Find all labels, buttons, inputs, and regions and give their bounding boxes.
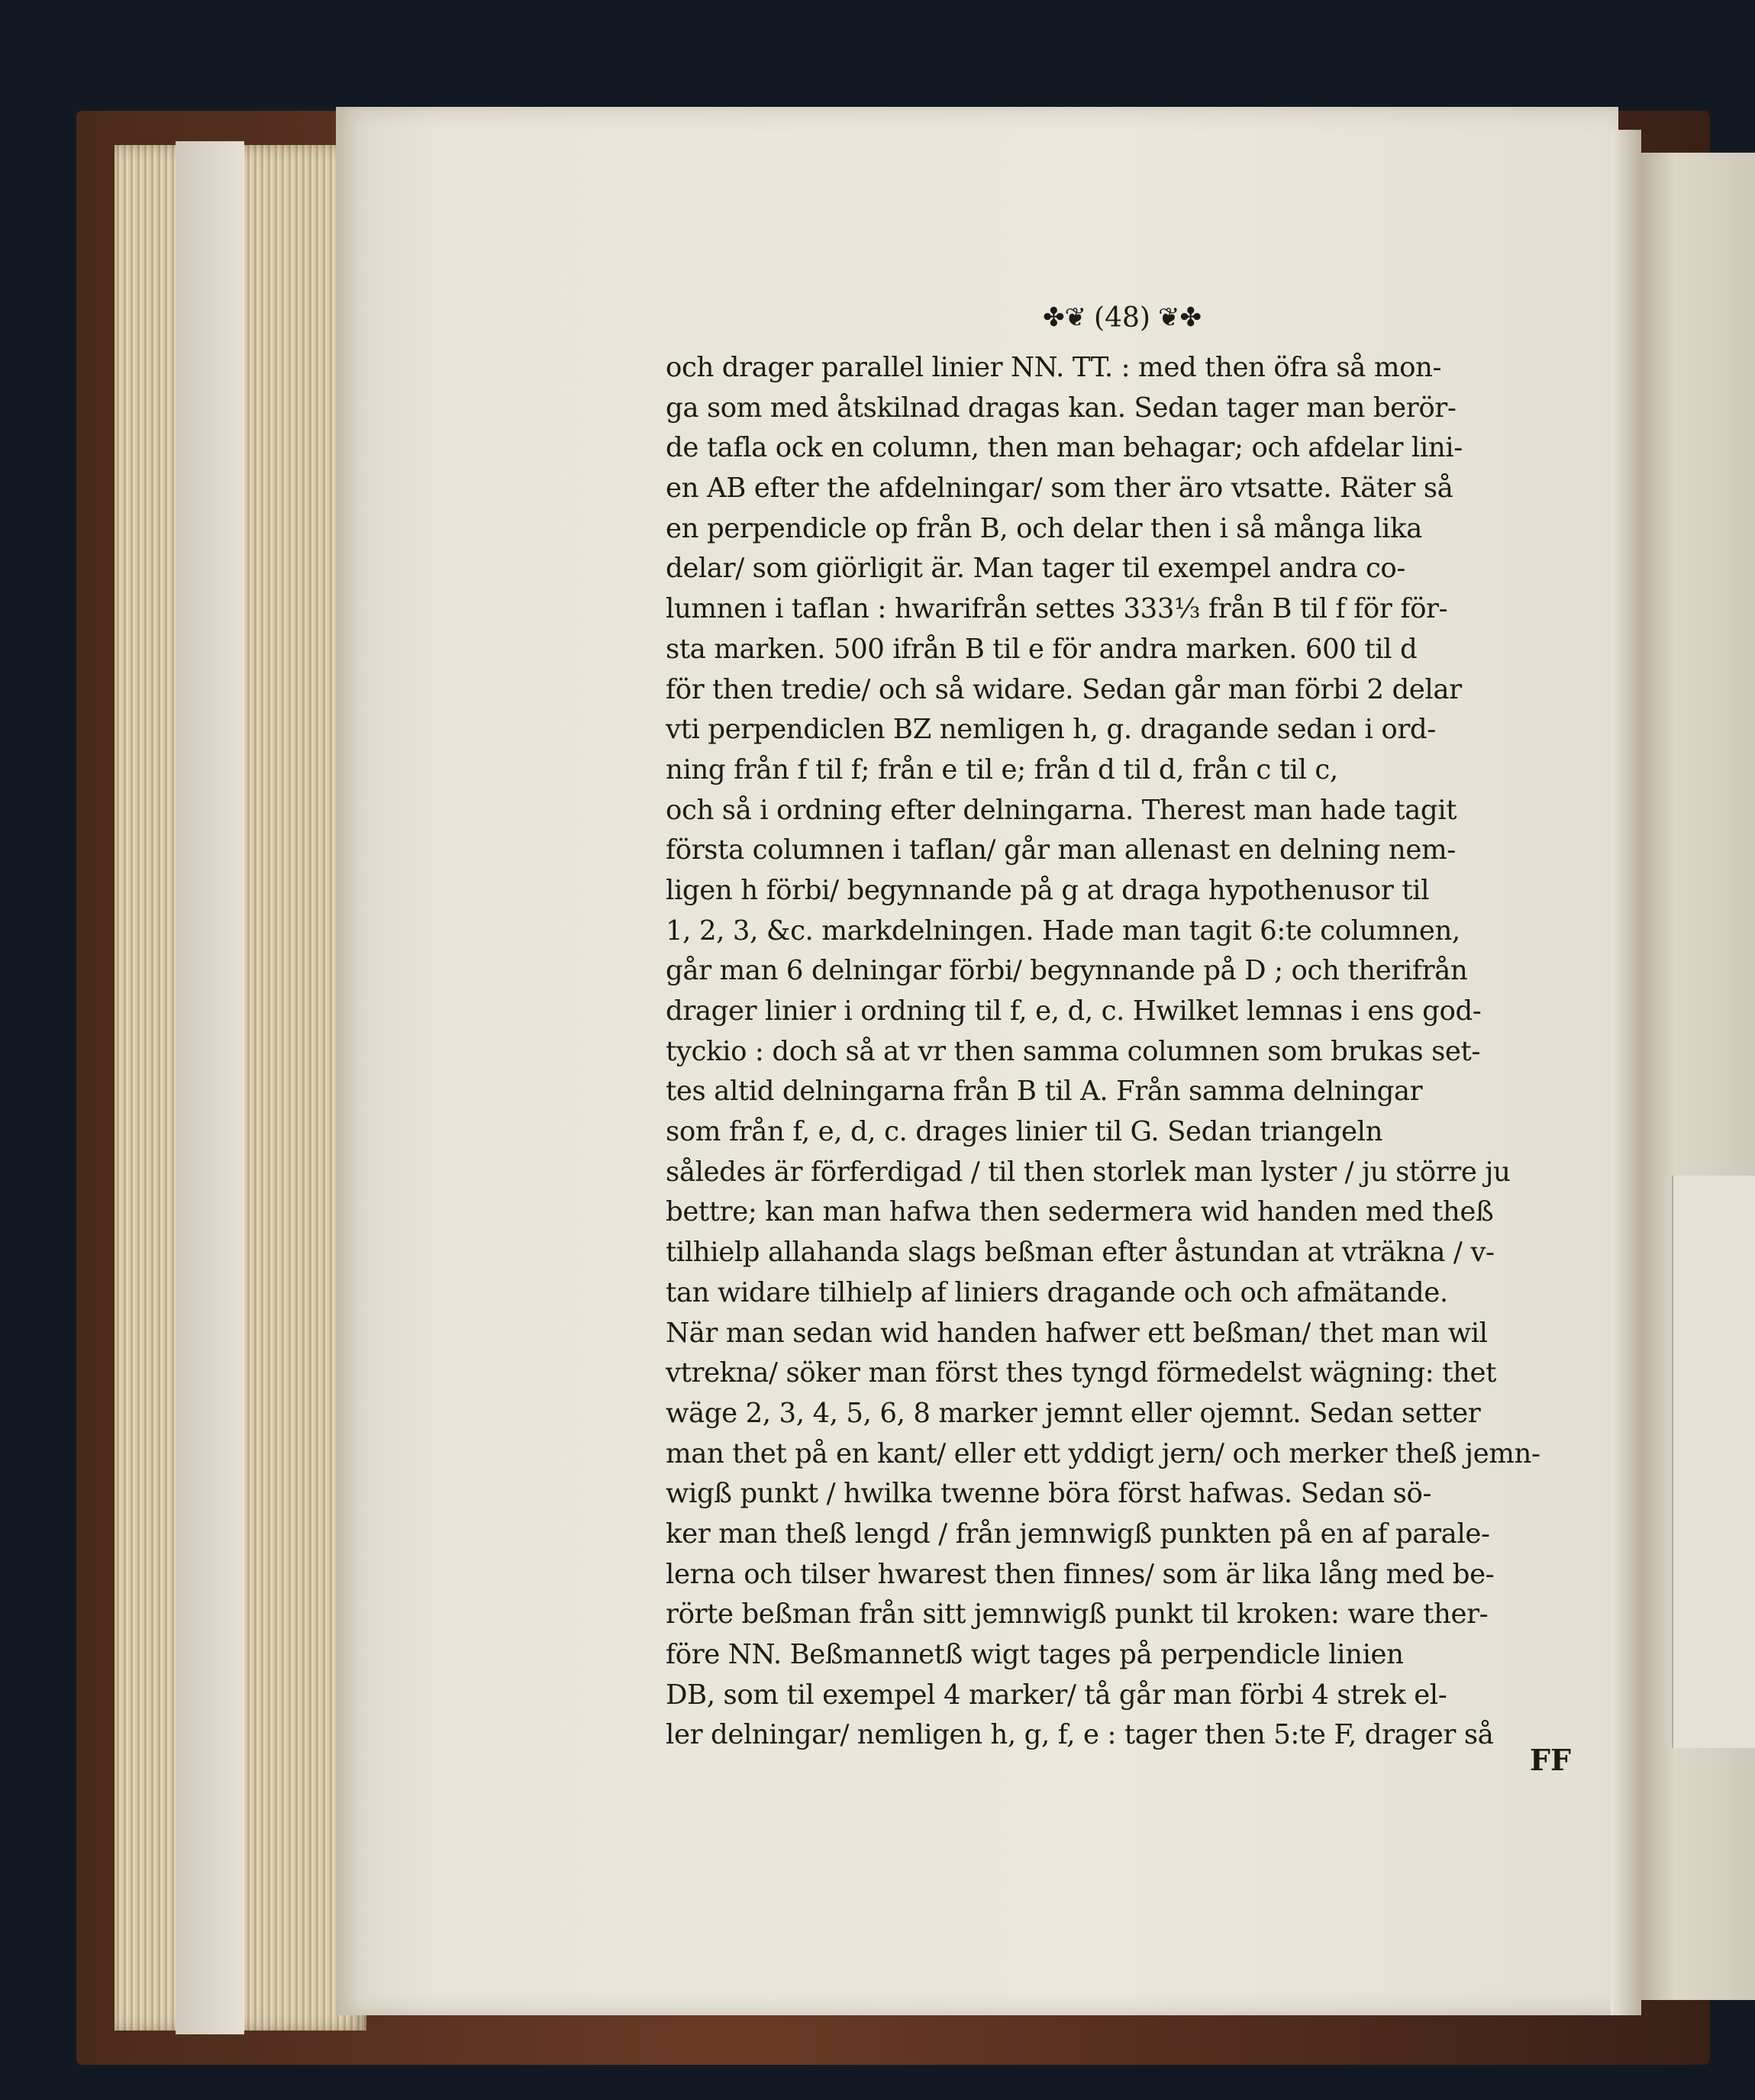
text-line: före NN. Beßmannetß wigt tages på perpendicle linien — [666, 1639, 1404, 1670]
text-line: tan widare tilhielp af liniers dragande och och afmätande. — [666, 1276, 1448, 1308]
text-line: sta marken. 500 ifrån B til e för andra marken. 600 til d — [666, 633, 1418, 665]
text-line: de tafla ock en column, then man behagar; och afdelar lini- — [666, 432, 1463, 464]
text-line: en perpendicle op från B, och delar then i så många lika — [666, 512, 1422, 544]
catchword: FF — [1530, 1743, 1571, 1777]
text-line: ning från f til f; från e til e; från d til d, från c til c, — [666, 753, 1338, 785]
text-line: bettre; kan man hafwa then sedermera wid handen med theß — [666, 1196, 1494, 1228]
text-line: vti perpendiclen BZ nemligen h, g. dragande sedan i ord- — [666, 714, 1436, 746]
text-line: ligen h förbi/ begynnande på g at draga hypothenusor til — [666, 874, 1430, 906]
text-line: tilhielp allahanda slags beßman efter åstundan at vträkna / v- — [666, 1237, 1495, 1269]
text-line: rörte beßman från sitt jemnwigß punkt til kroken: ware ther- — [666, 1598, 1489, 1631]
text-line: lumnen i taflan : hwarifrån settes 333⅓ från B til f för för- — [666, 593, 1448, 625]
text-line: När man sedan wid handen hafwer ett beßman/ thet man wil — [666, 1317, 1488, 1349]
text-line: man thet på en kant/ eller ett yddigt jern/ och merker theß jemn- — [666, 1437, 1540, 1469]
text-line: som från f, e, d, c. drages linier til G. Sedan triangeln — [666, 1116, 1383, 1148]
text-line: wigß punkt / hwilka twenne böra först hafwas. Sedan sö- — [666, 1478, 1432, 1510]
text-line: en AB efter the afdelningar/ som ther äro vtsatte. Räter så — [666, 473, 1453, 505]
page-number-value: 48 — [1105, 302, 1140, 334]
text-line: ker man theß lengd / från jemnwigß punkten på en af parale- — [666, 1518, 1490, 1550]
text-line: drager linier i ordning til f, e, d, c. Hwilket lemnas i ens god- — [666, 995, 1482, 1027]
text-line: således är förferdigad / til then storlek man lyster / ju större ju — [666, 1156, 1511, 1188]
text-line: vtrekna/ söker man först thes tyngd förmedelst wägning: thet — [666, 1357, 1496, 1389]
text-line: och drager parallel linier NN. TT. : med then öfra så mon- — [666, 352, 1442, 383]
page-header — [1015, 296, 1229, 339]
inserted-slip — [1672, 1176, 1755, 1748]
text-line: tes altid delningarna från B til A. Från samma delningar — [666, 1076, 1423, 1108]
body-text — [666, 348, 1582, 1756]
text-line: tyckio : doch så at vr then samma columnen som brukas set- — [666, 1035, 1480, 1067]
text-line: 1, 2, 3, &c. markdelningen. Hade man tagit 6:te columnen, — [666, 915, 1460, 947]
text-line: DB, som til exempel 4 marker/ tå går man förbi 4 strek el- — [666, 1679, 1447, 1711]
text-line: ler delningar/ nemligen h, g, f, e : tager then 5:te F, drager så — [666, 1719, 1494, 1751]
text-line: ga som med åtskilnad dragas kan. Sedan tager man berör- — [666, 392, 1457, 424]
text-line: och så i ordning efter delningarna. Therest man hade tagit — [666, 794, 1457, 826]
text-line: delar/ som giörligit är. Man tager til exempel andra co- — [666, 553, 1406, 585]
text-line: lerna och tilser hwarest then finnes/ som är lika lång med be- — [666, 1558, 1495, 1590]
text-line: för then tredie/ och så widare. Sedan går man förbi 2 delar — [666, 673, 1462, 705]
gutter — [1611, 130, 1641, 2015]
text-line: första columnen i taflan/ går man allenast en delning nem- — [666, 834, 1456, 866]
page-number: (48) — [1094, 302, 1150, 334]
left-leaf — [176, 141, 244, 2034]
text-line: wäge 2, 3, 4, 5, 6, 8 marker jemnt eller ojemnt. Sedan setter — [666, 1397, 1481, 1429]
ornament-right-icon: ❦✤ — [1157, 302, 1202, 333]
text-line: går man 6 delningar förbi/ begynnande på D ; och therifrån — [666, 955, 1468, 987]
ornament-left-icon: ✤❦ — [1043, 302, 1087, 333]
